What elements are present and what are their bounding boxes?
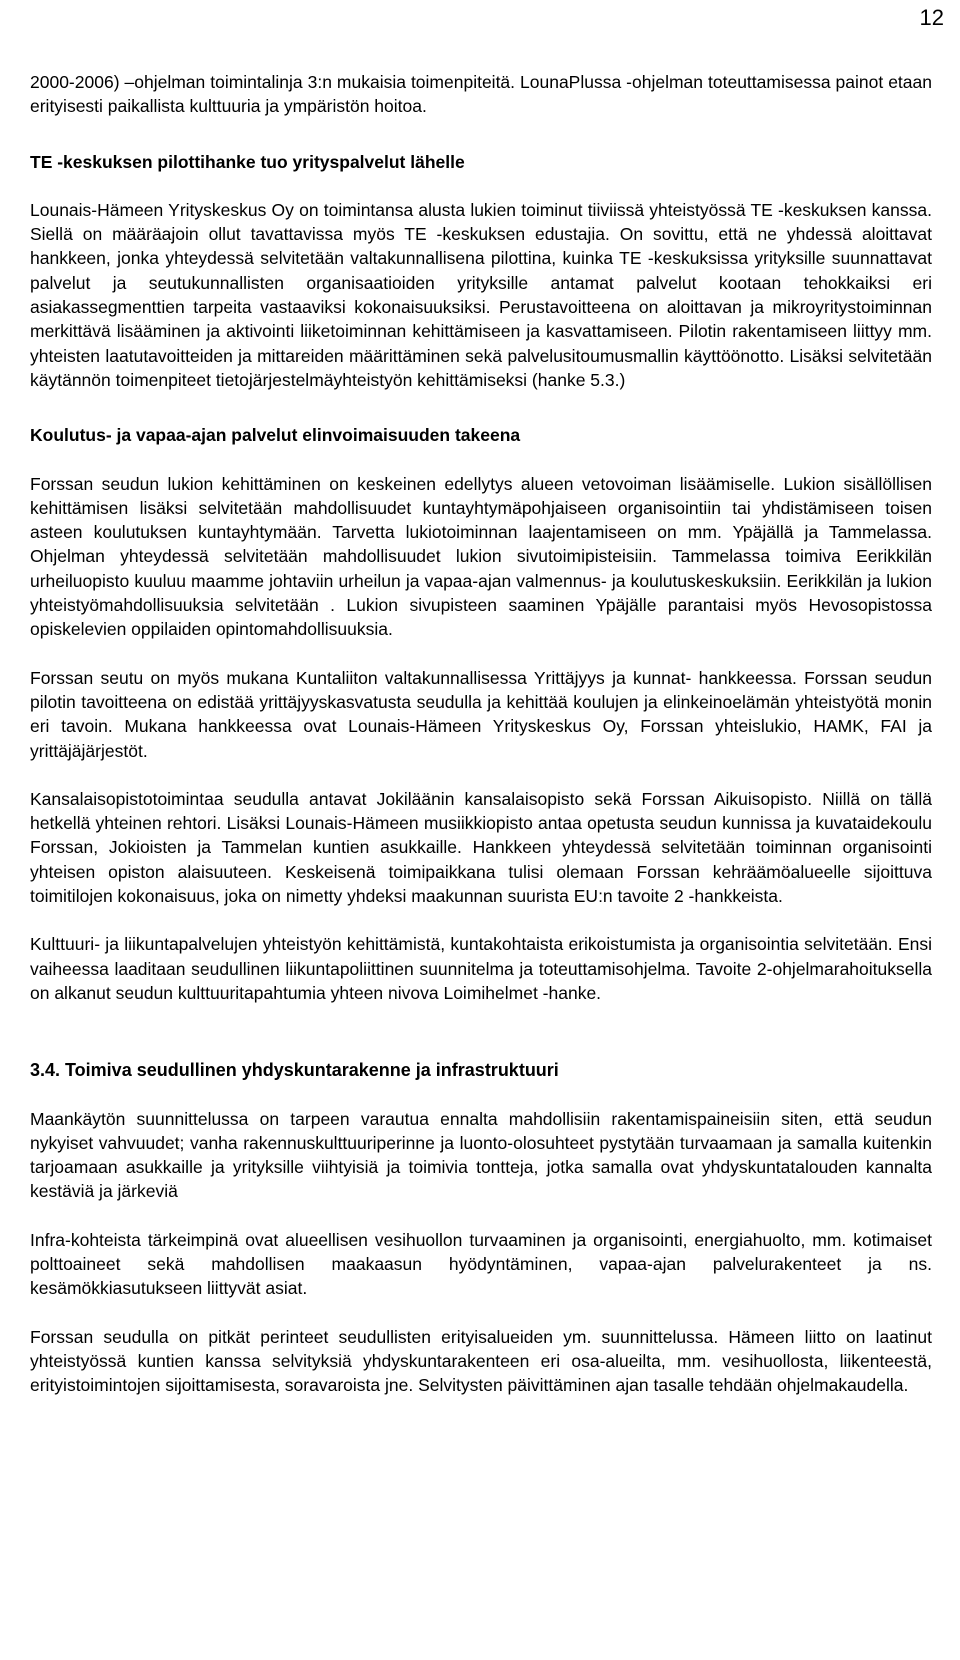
paragraph-maankaytto: Maankäytön suunnittelussa on tarpeen varautua ennalta mahdollisiin rakentamispaineisiin siten, että seudun nykyiset vahvuudet; vanha rakennuskulttuuriperinne ja luonto-olosuhteet pystytään turvaamaan ja samalla kuitenkin tarjoamaan asukkaille ja yrityksille viihtyisiä ja toimivia tontteja, jotka samalla ovat yhdyskuntatalouden kannalta kestäviä ja järkeviä — [30, 1108, 932, 1202]
paragraph-yrittajyys-hanke: Forssan seutu on myös mukana Kuntaliiton valtakunnallisessa Yrittäjyys ja kunnat- hankkeessa. Forssan seudun pilotin tavoitteena on edistää yrittäjyyskasvatusta seudulla ja kehittää koulujen ja elinkeinoelämän yhteistyötä monin eri tavoin. Mukana hankkeessa ovat Lounais-Hämeen Yrityskeskus Oy, Forssan yhteislukio, HAMK, FAI ja yrittäjäjärjestöt. — [30, 667, 932, 761]
heading-koulutus-vapaa-aika: Koulutus- ja vapaa-ajan palvelut elinvoimaisuuden takeena — [30, 425, 521, 446]
paragraph-lukion-kehittaminen: Forssan seudun lukion kehittäminen on keskeinen edellytys alueen vetovoiman lisäämiselle. Lukion sisällöllisen kehittämisen lisäksi selvitetään mahdollisuudet kuntayhtymäpohjaiseen organisointiin tai yhdistämiseen toisen asteen koulutuksen kuntayhtymään. Tarvetta lukiotoiminnan laajentamiseen on mm. Ypäjällä ja Tammelassa. Ohjelman yhteydessä selvitetään mahdollisuudet lukion sivutoimipisteisiin. Tammelassa toimiva Eerikkilän urheiluopisto kuuluu maamme johtaviin urheilun ja vapaa-ajan valmennus- ja koulutuskeskuksiin. Eerikkilän ja lukion yhteistyömahdollisuuksia selvitetään . Lukion sivupisteen saaminen Ypäjälle parantaisi myös Hevosopistossa opiskelevien oppilaiden opintomahdollisuuksia. — [30, 473, 932, 640]
paragraph-yrityskeskus-yhteistyo: Lounais-Hämeen Yrityskeskus Oy on toimintansa alusta lukien toiminut tiiviissä yhteistyössä TE -keskuksen kanssa. Siellä on määräajoin ollut tavattavissa myös TE -keskuksen edustajia. On sovittu, että ne yhdessä aloittavat hankkeen, jonka yhteydessä selvitetään valtakunnallisena pilottina, kuinka TE -keskuksissa yrityksille suunnattavat palvelut ja seutukunnallisten organisaatioiden yrityksille antamat palvelut kootaan tehokkaiksi eri asiakassegmenttien tarpeita vastaaviksi kokonaisuuksiksi. Perustavoitteena on aloittavan ja mikroyritystoiminnan merkittävä lisääminen ja aktivointi liiketoiminnan kehittämiseen ja kasvattamiseen. Pilotin rakentamiseen liittyy mm. yhteisten laatutavoitteiden ja mittareiden määrittäminen sekä palvelusitoumusmallin käyttöönotto. Lisäksi selvitetään käytännön toimenpiteet tietojärjestelmäyhteistyön kehittämiseksi (hanke 5.3.) — [30, 199, 932, 390]
heading-te-keskus-pilottihanke: TE -keskuksen pilottihanke tuo yrityspalvelut lähelle — [30, 151, 465, 172]
section-heading-3-4: 3.4. Toimiva seudullinen yhdyskuntarakenne ja infrastruktuuri — [30, 1060, 559, 1081]
paragraph-kansalaisopisto: Kansalaisopistotoimintaa seudulla antavat Jokiläänin kansalaisopisto sekä Forssan Aikuisopisto. Niillä on tällä hetkellä yhteinen rehtori. Lisäksi Lounais-Hämeen musiikkiopisto antaa opetusta seudun kunnissa ja kuvataidekoulu Forssan, Jokioisten ja Tammelan kuntien asukkaille. Hankkeen yhteydessä selvitetään toiminnan organisointi yhteisen opiston alaisuuteen. Keskeisenä toimipaikkana tulisi olemaan Forssan kehräämöalueelle sijoittuva toimitilojen kokonaisuus, joka on nimetty yhdeksi maakunnan suurista EU:n tavoite 2 -hankkeista. — [30, 788, 932, 907]
page-content — [30, 70, 932, 1397]
page-number: 12 — [919, 5, 944, 30]
paragraph-erityisalueet: Forssan seudulla on pitkät perinteet seudullisten erityisalueiden ym. suunnittelussa. Hämeen liitto on laatinut yhteistyössä kuntien kanssa selvityksiä yhdyskuntarakenteen eri osa-alueilta, mm. vesihuollosta, liikenteestä, erityistoimintojen sijoittamisesta, soravaroista jne. Selvitysten päivittäminen ajan tasalle tehdään ohjelmakaudella. — [30, 1326, 932, 1396]
paragraph-ohjelman-toimintalinja: 2000-2006) –ohjelman toimintalinja 3:n mukaisia toimenpiteitä. LounaPlussa -ohjelman toteuttamisessa painot etaan erityisesti paikallista kulttuuria ja ympäristön hoitoa. — [30, 72, 932, 117]
paragraph-infra-kohteet: Infra-kohteista tärkeimpinä ovat alueellisen vesihuollon turvaaminen ja organisointi, energiahuolto, mm. kotimaiset polttoaineet sekä mahdollisen maakaasun hyödyntäminen, vapaa-ajan palvelurakenteet ja ns. kesämökkiasutukseen liittyvät asiat. — [30, 1229, 932, 1299]
paragraph-kulttuuri-liikunta: Kulttuuri- ja liikuntapalvelujen yhteistyön kehittämistä, kuntakohtaista erikoistumista ja organisointia selvitetään. Ensi vaiheessa laaditaan seudullinen liikuntapoliittinen suunnitelma ja toteuttamisohjelma. Tavoite 2-ohjelmarahoituksella on alkanut seudun kulttuuritapahtumia yhteen nivova Loimihelmet -hanke. — [30, 934, 932, 1003]
